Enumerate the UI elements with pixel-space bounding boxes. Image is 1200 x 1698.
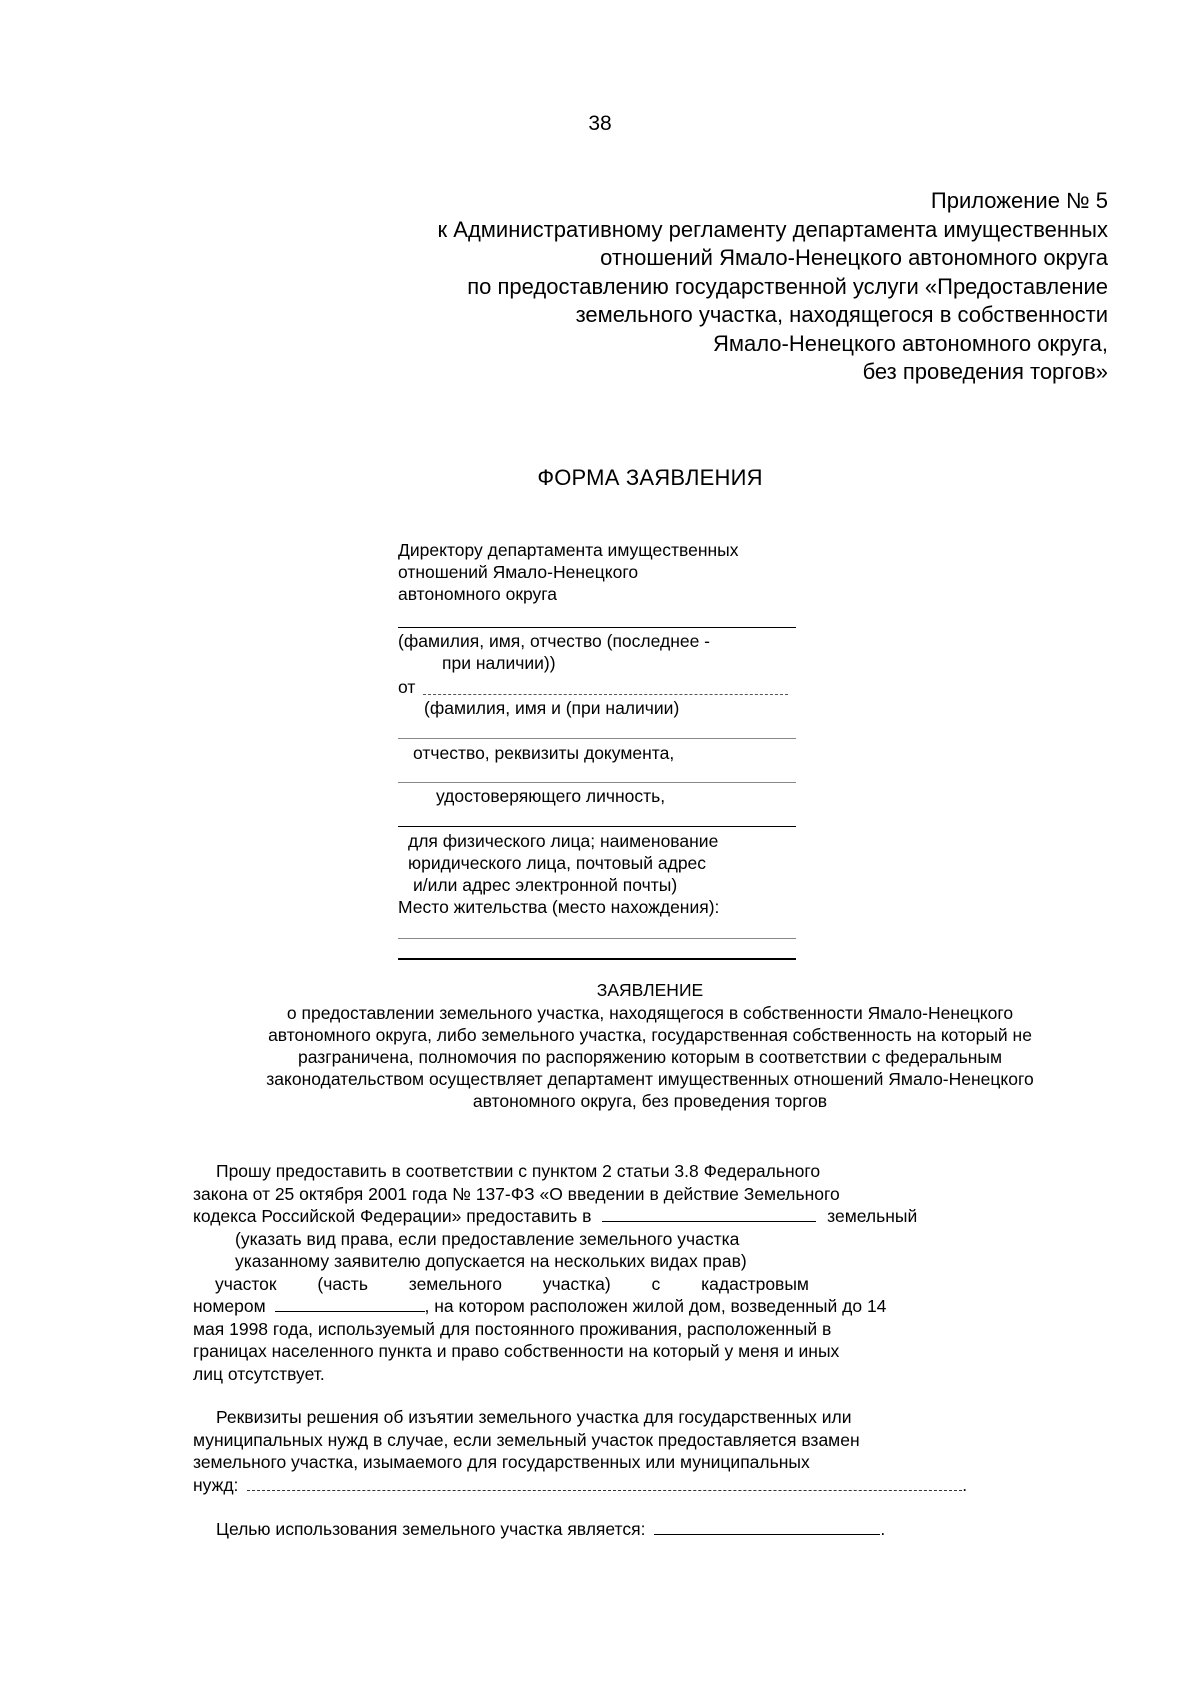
body-word: земельного bbox=[408, 1273, 502, 1294]
addressee-line: автономного округа bbox=[398, 584, 558, 604]
body-line bbox=[193, 1273, 809, 1296]
residence-field-line[interactable] bbox=[398, 938, 796, 939]
appendix-line: отношений Ямало-Ненецкого автономного округа bbox=[600, 245, 1108, 270]
right-type-hint: (указать вид права, если предоставление земельного участка bbox=[235, 1228, 740, 1249]
body-word: с bbox=[651, 1273, 661, 1294]
body-line: Прошу предоставить в соответствии с пунктом 2 статьи 3.8 Федерального bbox=[216, 1161, 821, 1181]
body-word: участка) bbox=[542, 1273, 611, 1294]
legal-entity-hint: для физического лица; наименование bbox=[408, 831, 719, 851]
withdrawal-details-field[interactable] bbox=[247, 1476, 962, 1491]
appendix-line: к Административному регламенту департамента имущественных bbox=[437, 216, 1108, 242]
from-label: от bbox=[398, 677, 416, 697]
body-line bbox=[193, 1295, 973, 1318]
body-line: земельного участка, изымаемого для государственных или муниципальных bbox=[193, 1452, 810, 1472]
statement-description bbox=[200, 1002, 1100, 1112]
residence-label: Место жительства (место нахождения): bbox=[398, 897, 720, 917]
legal-entity-field-line[interactable] bbox=[398, 826, 796, 827]
legal-entity-hint: и/или адрес электронной почты) bbox=[413, 875, 678, 895]
appendix-line: Приложение № 5 bbox=[930, 188, 1108, 213]
body-line: муниципальных нужд в случае, если земельный участок предоставляется взамен bbox=[193, 1429, 860, 1450]
body-line bbox=[193, 1518, 973, 1541]
body-text: , на котором расположен жилой дом, возведенный до 14 bbox=[424, 1296, 887, 1316]
statement-description-line: законодательством осуществляет департамент имущественных отношений Ямало-Ненецкого bbox=[266, 1069, 1034, 1089]
applicant-patronymic-field-line[interactable] bbox=[398, 738, 796, 739]
form-title: ФОРМА ЗАЯВЛЕНИЯ bbox=[537, 465, 763, 490]
body-text: номером bbox=[193, 1296, 266, 1316]
body-line: границах населенного пункта и право собственности на который у меня и иных bbox=[193, 1341, 840, 1361]
appendix-line: Ямало-Ненецкого автономного округа, bbox=[712, 330, 1108, 356]
addressee-block bbox=[398, 539, 798, 605]
applicant-name-hint: (фамилия, имя и (при наличии) bbox=[424, 698, 680, 718]
addressee-line: отношений Ямало-Ненецкого bbox=[398, 562, 639, 582]
purpose-paragraph bbox=[193, 1518, 973, 1541]
body-text: земельный bbox=[827, 1206, 918, 1226]
body-line bbox=[193, 1474, 973, 1497]
director-name-field-line[interactable] bbox=[398, 627, 796, 628]
page-number: 38 bbox=[588, 112, 612, 135]
body-text: Целью использования земельного участка является: bbox=[216, 1519, 646, 1539]
body-text: . bbox=[880, 1519, 886, 1539]
director-name-hint: при наличии)) bbox=[442, 653, 556, 673]
legal-entity-hint: юридического лица, почтовый адрес bbox=[408, 853, 707, 873]
appendix-line: без проведения торгов» bbox=[862, 359, 1108, 384]
residence-field-line[interactable] bbox=[398, 958, 796, 960]
cadastral-number-field[interactable] bbox=[275, 1297, 425, 1312]
body-line: Реквизиты решения об изъятии земельного участка для государственных или bbox=[216, 1407, 852, 1427]
statement-title: ЗАЯВЛЕНИЕ bbox=[596, 980, 704, 1000]
body-line: закона от 25 октября 2001 года № 137-ФЗ «О введении в действие Земельного bbox=[193, 1183, 840, 1204]
body-word: (часть bbox=[317, 1273, 368, 1294]
request-paragraph bbox=[193, 1160, 973, 1385]
statement-description-line: о предоставлении земельного участка, находящегося в собственности Ямало-Ненецкого bbox=[286, 1003, 1014, 1023]
body-text: кодекса Российской Федерации» предоставить в bbox=[193, 1206, 592, 1226]
body-line: мая 1998 года, используемый для постоянного проживания, расположенный в bbox=[193, 1318, 832, 1339]
land-use-purpose-field[interactable] bbox=[654, 1520, 880, 1535]
director-name-hint: (фамилия, имя, отчество (последнее - bbox=[398, 631, 711, 651]
identity-document-field-line[interactable] bbox=[398, 782, 796, 783]
identity-document-hint: удостоверяющего личность, bbox=[436, 786, 666, 806]
right-type-field[interactable] bbox=[602, 1207, 816, 1222]
body-line: лиц отсутствует. bbox=[193, 1363, 325, 1384]
body-word: кадастровым bbox=[701, 1273, 809, 1294]
applicant-patronymic-hint: отчество, реквизиты документа, bbox=[413, 743, 675, 763]
applicant-name-field-line[interactable] bbox=[423, 694, 788, 695]
statement-description-line: автономного округа, без проведения торгов bbox=[472, 1091, 828, 1111]
appendix-line: земельного участка, находящегося в собственности bbox=[575, 302, 1108, 327]
withdrawal-paragraph bbox=[193, 1406, 973, 1496]
body-line bbox=[193, 1205, 973, 1228]
body-text: . bbox=[962, 1474, 968, 1495]
appendix-line: по предоставлению государственной услуги «Предоставление bbox=[467, 273, 1108, 299]
appendix-header bbox=[348, 187, 1108, 387]
body-word: участок bbox=[215, 1273, 277, 1294]
right-type-hint: указанному заявителю допускается на нескольких видах прав) bbox=[235, 1251, 747, 1271]
body-text: нужд: bbox=[193, 1474, 239, 1495]
statement-description-line: автономного округа, либо земельного участка, государственная собственность на который не bbox=[268, 1025, 1032, 1045]
addressee-line: Директору департамента имущественных bbox=[398, 540, 739, 560]
statement-description-line: разграничена, полномочия по распоряжению которым в соответствии с федеральным bbox=[297, 1047, 1003, 1067]
